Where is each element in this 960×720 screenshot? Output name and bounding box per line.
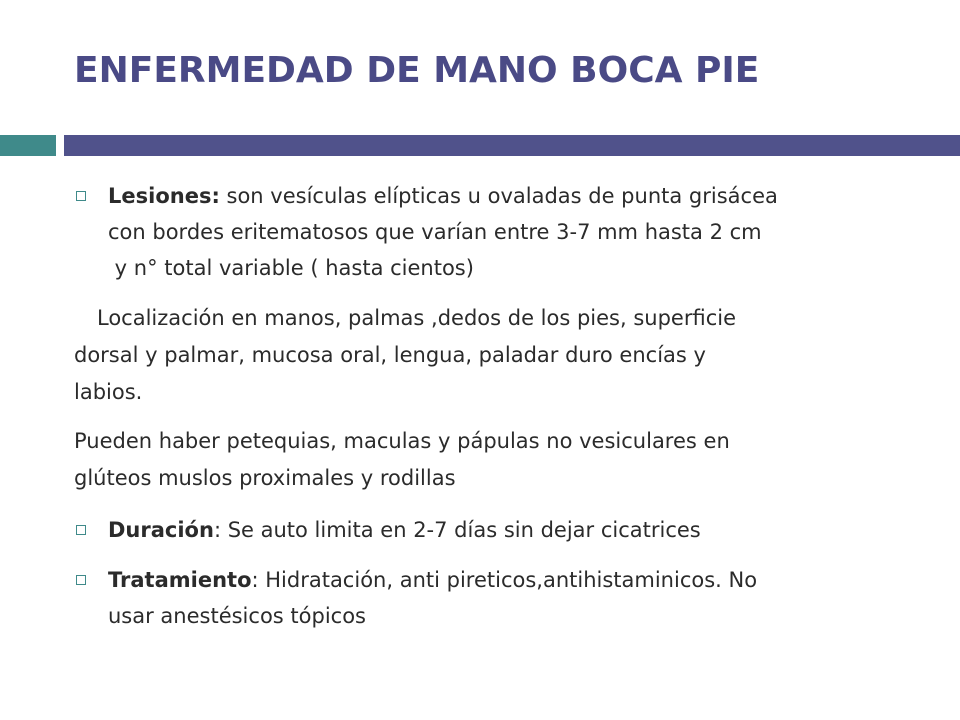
bullet-tratamiento xyxy=(108,562,908,634)
localizacion-line-3: labios. xyxy=(74,380,143,404)
tratamiento-text-1: : Hidratación, anti pireticos,antihistaminicos. No xyxy=(251,568,758,592)
duracion-text: : Se auto limita en 2-7 días sin dejar cicatrices xyxy=(213,518,701,542)
lesiones-label: Lesiones: xyxy=(108,184,220,208)
localizacion-line-2: dorsal y palmar, mucosa oral, lengua, paladar duro encías y xyxy=(74,343,706,367)
tratamiento-label: Tratamiento xyxy=(108,568,252,592)
square-bullet-icon xyxy=(76,525,86,535)
duracion-line-1 xyxy=(108,512,908,548)
square-bullet-icon xyxy=(76,191,86,201)
paragraph-localizacion xyxy=(74,300,904,411)
petequias-line-1: Pueden haber petequias, maculas y pápulas no vesiculares en xyxy=(74,429,730,453)
duracion-label: Duración xyxy=(108,518,214,542)
slide-title: ENFERMEDAD DE MANO BOCA PIE xyxy=(74,50,760,91)
tratamiento-line-2: usar anestésicos tópicos xyxy=(108,604,366,628)
tratamiento-line-1 xyxy=(108,562,908,598)
paragraph-petequias xyxy=(74,423,904,497)
lesiones-line-1 xyxy=(108,178,908,214)
lesiones-line-2: con bordes eritematosos que varían entre 3-7 mm hasta 2 cm xyxy=(108,220,762,244)
bullet-duracion xyxy=(108,512,908,548)
bullet-lesiones xyxy=(108,178,908,286)
square-bullet-icon xyxy=(76,575,86,585)
lesiones-text-1: son vesículas elípticas u ovaladas de punta grisácea xyxy=(219,184,778,208)
lesiones-line-3: y n° total variable ( hasta cientos) xyxy=(108,256,474,280)
localizacion-line-1: Localización en manos, palmas ,dedos de los pies, superficie xyxy=(97,306,737,330)
petequias-line-2: glúteos muslos proximales y rodillas xyxy=(74,466,456,490)
